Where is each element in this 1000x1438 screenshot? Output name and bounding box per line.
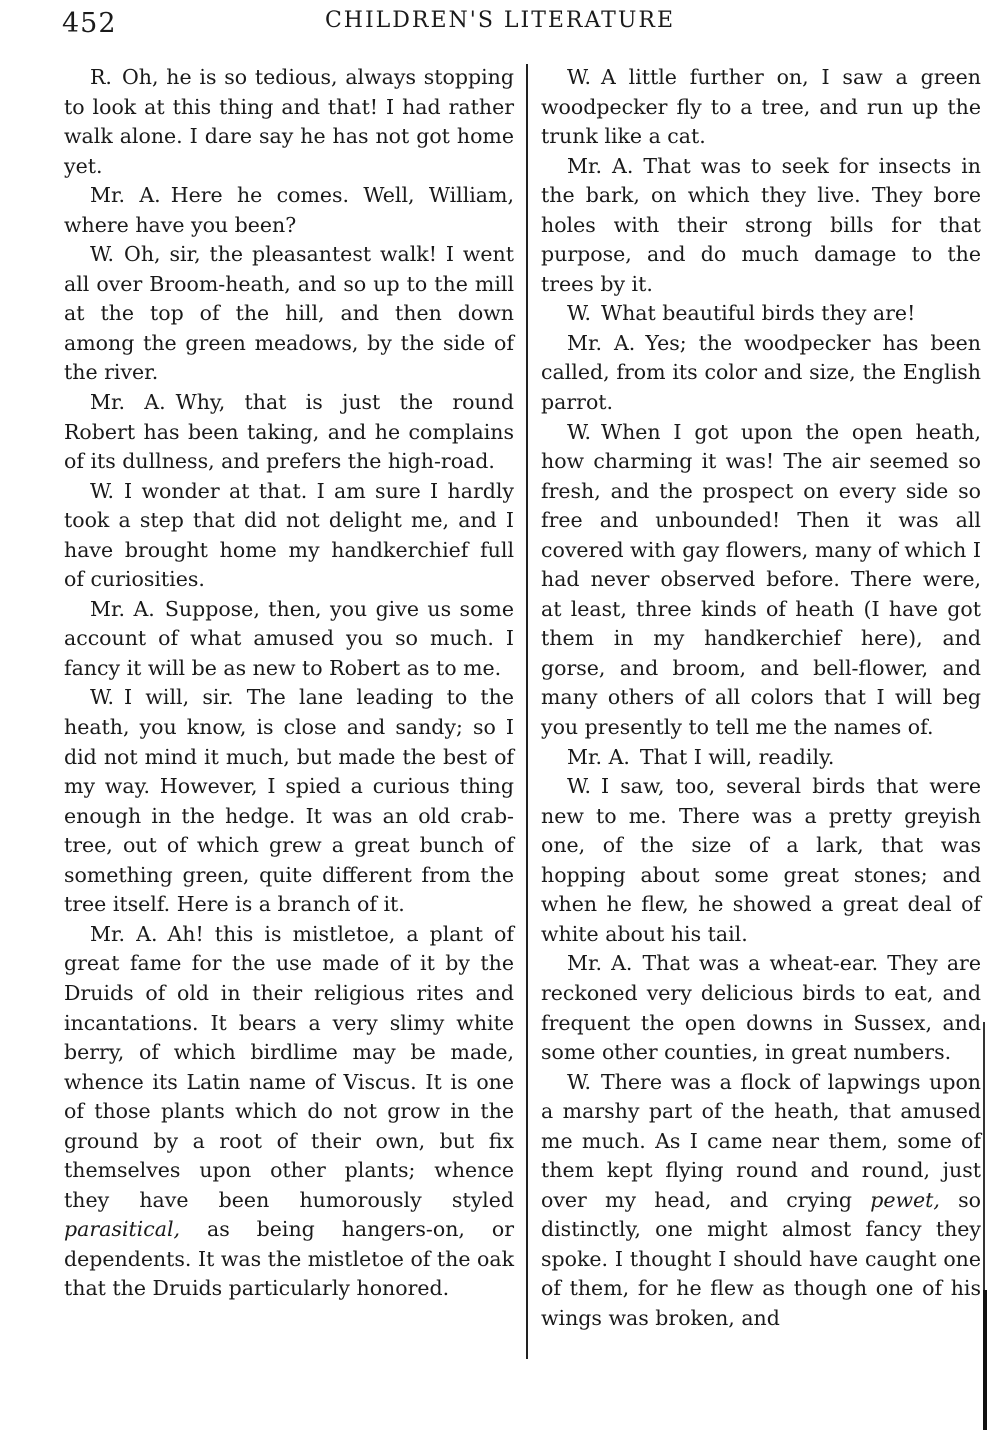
speaker-label: W. (90, 685, 115, 710)
speaker-label: Mr. A. (90, 183, 161, 208)
italic-term: parasitical, (64, 1217, 181, 1242)
paragraph-text: Yes; the woodpecker has been called, from its color and size, the English parrot. (541, 330, 981, 415)
dialogue-paragraph (64, 63, 514, 181)
speaker-label: W. (567, 65, 592, 89)
paragraph-text: so distinctly, one might almost fancy they spoke. I thought I should have caught one of them, for he flew as though one of his wings was broken, and (541, 1187, 981, 1330)
dialogue-paragraph (541, 152, 981, 300)
speaker-label: Mr. A. (567, 330, 636, 355)
dialogue-paragraph (541, 1068, 981, 1334)
dialogue-paragraph (541, 743, 981, 773)
dialogue-paragraph (541, 329, 981, 418)
paragraph-text: I wonder at that. I am sure I hardly took a step that did not delight me, and I have brought home my handkerchief full of curiosities. (64, 478, 514, 592)
dialogue-paragraph (64, 595, 514, 684)
paragraph-text: Oh, sir, the pleasantest walk! I went all over Broom-heath, and so up to the mill at the top of the hill, and then down among the green meadows, by the side of the river. (64, 242, 514, 385)
dialogue-paragraph (64, 683, 514, 919)
left-column (64, 63, 514, 1304)
paragraph-text: A little further on, I saw a green woodpecker fly to a tree, and run up the trunk like a cat. (541, 65, 981, 149)
paragraph-text: as being hangers-on, or dependents. It was the mistletoe of the oak that the Druids particularly honored. (64, 1217, 514, 1301)
speaker-label: Mr. A. (567, 153, 634, 178)
speaker-label: W. (567, 774, 592, 799)
running-title: CHILDREN'S LITERATURE (324, 8, 676, 33)
dialogue-paragraph (64, 477, 514, 595)
paragraph-text: I will, sir. The lane leading to the heath, you know, is close and sandy; so I did not mind it much, but made the best of my way. However, I spied a curious thing enough in the hedge. It was an old crab-tree, out of which grew a great bunch of something green, quite different from the tree itself. Here is a branch of it. (64, 685, 514, 917)
paragraph-text: Suppose, then, you give us some account of what amused you so much. I fancy it will be as new to Robert as to me. (64, 596, 514, 680)
paragraph-text: There was a flock of lapwings upon a marshy part of the heath, that amused me much. As I came near them, some of them kept flying round and round, just over my head, and crying (541, 1069, 981, 1212)
page-number: 452 (62, 8, 117, 39)
paragraph-text: Ah! this is mistletoe, a plant of great fame for the use made of it by the Druids of old in their religious rites and incantations. It bears a very slimy white berry, of which birdlime may be made, whence its Latin name of Viscus. It is one of those plants which do not grow in the ground by a root of their own, but fix themselves upon other plants; whence they have been humorously styled (64, 921, 514, 1212)
dialogue-paragraph (64, 181, 514, 240)
paragraph-text: Oh, he is so tedious, always stopping to look at this thing and that! I had rather walk alone. I dare say he has not got home yet. (64, 65, 514, 178)
speaker-label: W. (567, 1069, 592, 1094)
speaker-label: Mr. A. (90, 921, 158, 946)
column-divider (526, 64, 528, 1359)
dialogue-paragraph (541, 63, 981, 152)
speaker-label: R. (90, 65, 112, 89)
paragraph-text: When I got upon the open heath, how charming it was! The air seemed so fresh, and the prospect on every side so free and unbounded! Then it was all covered with gay flowers, many of which I had never observed before. There were, at least, three kinds of heath (I have got them in my handkerchief here), and gorse, and broom, and bell-flower, and many others of all colors that I will beg you presently to tell me the names of. (541, 419, 981, 740)
speaker-label: Mr. A. (90, 390, 166, 415)
paragraph-text: I saw, too, several birds that were new to me. There was a pretty greyish one, of the size of a lark, that was hopping about some great stones; and when he flew, he showed a great deal of white about his tail. (541, 774, 981, 946)
speaker-label: W. (90, 478, 115, 503)
dialogue-paragraph (541, 418, 981, 743)
dialogue-paragraph (541, 772, 981, 949)
speaker-label: Mr. A. (90, 596, 155, 621)
speaker-label: W. (567, 419, 592, 444)
dialogue-paragraph (64, 388, 514, 477)
speaker-label: W. (567, 301, 592, 326)
paragraph-text: Here he comes. Well, William, where have you been? (64, 183, 514, 237)
dialogue-paragraph (64, 920, 514, 1304)
paragraph-text: Why, that is just the round Robert has been taking, and he complains of its dullness, and prefers the high-road. (64, 390, 514, 474)
dialogue-paragraph (64, 240, 514, 388)
speaker-label: Mr. A. (567, 951, 633, 976)
dialogue-paragraph (541, 299, 981, 329)
paragraph-text: That was to seek for insects in the bark, on which they live. They bore holes with their strong bills for that purpose, and do much damage to the trees by it. (541, 153, 981, 296)
dialogue-paragraph (541, 949, 981, 1067)
right-column (541, 63, 981, 1334)
speaker-label: W. (90, 242, 115, 267)
paragraph-text: That I will, readily. (639, 744, 835, 769)
italic-term: pewet, (870, 1187, 940, 1212)
speaker-label: Mr. A. (567, 744, 630, 769)
scan-edge-shadow (983, 1290, 987, 1430)
paragraph-text: What beautiful birds they are! (601, 301, 916, 326)
paragraph-text: That was a wheat-ear. They are reckoned very delicious birds to eat, and frequent the open downs in Sussex, and some other counties, in great numbers. (541, 951, 981, 1065)
